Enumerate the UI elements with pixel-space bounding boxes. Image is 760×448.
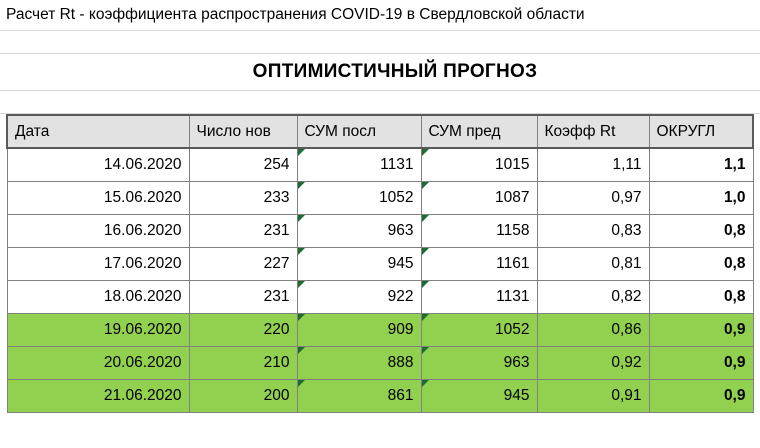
cell-new-cases[interactable]: 227	[189, 247, 297, 280]
cell-rt[interactable]: 0,97	[537, 181, 649, 214]
empty-row	[0, 31, 760, 53]
cell-rounded[interactable]: 0,8	[649, 214, 753, 247]
cell-sum-prev[interactable]: 1131	[421, 280, 537, 313]
empty-row	[0, 91, 760, 113]
cell-rounded[interactable]: 0,8	[649, 280, 753, 313]
cell-sum-last[interactable]: 909	[297, 313, 421, 346]
cell-rounded[interactable]: 1,0	[649, 181, 753, 214]
table-row[interactable]	[7, 247, 753, 280]
cell-new-cases[interactable]: 233	[189, 181, 297, 214]
data-table-container	[0, 114, 760, 413]
cell-sum-prev[interactable]: 963	[421, 346, 537, 379]
cell-sum-last[interactable]: 922	[297, 280, 421, 313]
cell-new-cases[interactable]: 231	[189, 280, 297, 313]
cell-date[interactable]: 14.06.2020	[7, 148, 189, 181]
cell-new-cases[interactable]: 220	[189, 313, 297, 346]
cell-sum-prev[interactable]: 945	[421, 379, 537, 412]
page-title: Расчет Rt - коэффициента распространения COVID-19 в Свердловской области	[6, 6, 585, 23]
cell-rt[interactable]: 0,91	[537, 379, 649, 412]
cell-sum-prev[interactable]: 1015	[421, 148, 537, 181]
cell-sum-prev[interactable]: 1161	[421, 247, 537, 280]
cell-sum-last[interactable]: 963	[297, 214, 421, 247]
cell-rt[interactable]: 1,11	[537, 148, 649, 181]
cell-sum-last[interactable]: 1052	[297, 181, 421, 214]
cell-sum-last[interactable]: 861	[297, 379, 421, 412]
cell-rounded[interactable]: 1,1	[649, 148, 753, 181]
cell-sum-last[interactable]: 1131	[297, 148, 421, 181]
cell-rounded[interactable]: 0,9	[649, 313, 753, 346]
cell-sum-prev[interactable]: 1158	[421, 214, 537, 247]
cell-date[interactable]: 21.06.2020	[7, 379, 189, 412]
cell-new-cases[interactable]: 231	[189, 214, 297, 247]
table-row[interactable]	[7, 280, 753, 313]
column-header-rt[interactable]: Коэфф Rt	[537, 115, 649, 148]
cell-rt[interactable]: 0,83	[537, 214, 649, 247]
cell-rounded[interactable]: 0,9	[649, 379, 753, 412]
table-row[interactable]	[7, 346, 753, 379]
document-title-row	[0, 0, 760, 30]
forecast-subtitle: ОПТИМИСТИЧНЫЙ ПРОГНОЗ	[252, 61, 538, 82]
column-header-date[interactable]: Дата	[7, 115, 189, 148]
cell-date[interactable]: 17.06.2020	[7, 247, 189, 280]
column-header-sum-prev[interactable]: СУМ пред	[421, 115, 537, 148]
table-row[interactable]	[7, 313, 753, 346]
table-row[interactable]	[7, 148, 753, 181]
column-header-sum-last[interactable]: СУМ посл	[297, 115, 421, 148]
forecast-subtitle-row	[0, 54, 760, 90]
cell-rt[interactable]: 0,86	[537, 313, 649, 346]
cell-sum-last[interactable]: 945	[297, 247, 421, 280]
cell-new-cases[interactable]: 210	[189, 346, 297, 379]
cell-date[interactable]: 19.06.2020	[7, 313, 189, 346]
cell-rounded[interactable]: 0,9	[649, 346, 753, 379]
cell-rounded[interactable]: 0,8	[649, 247, 753, 280]
table-header-row	[7, 115, 753, 148]
column-header-rounded[interactable]: ОКРУГЛ	[649, 115, 753, 148]
cell-sum-prev[interactable]: 1052	[421, 313, 537, 346]
table-row[interactable]	[7, 379, 753, 412]
rt-data-table	[6, 114, 754, 413]
cell-new-cases[interactable]: 254	[189, 148, 297, 181]
table-row[interactable]	[7, 181, 753, 214]
cell-new-cases[interactable]: 200	[189, 379, 297, 412]
cell-sum-last[interactable]: 888	[297, 346, 421, 379]
cell-rt[interactable]: 0,82	[537, 280, 649, 313]
cell-sum-prev[interactable]: 1087	[421, 181, 537, 214]
cell-rt[interactable]: 0,92	[537, 346, 649, 379]
cell-rt[interactable]: 0,81	[537, 247, 649, 280]
table-row[interactable]	[7, 214, 753, 247]
column-header-new-cases[interactable]: Число нов	[189, 115, 297, 148]
cell-date[interactable]: 15.06.2020	[7, 181, 189, 214]
cell-date[interactable]: 16.06.2020	[7, 214, 189, 247]
cell-date[interactable]: 20.06.2020	[7, 346, 189, 379]
cell-date[interactable]: 18.06.2020	[7, 280, 189, 313]
